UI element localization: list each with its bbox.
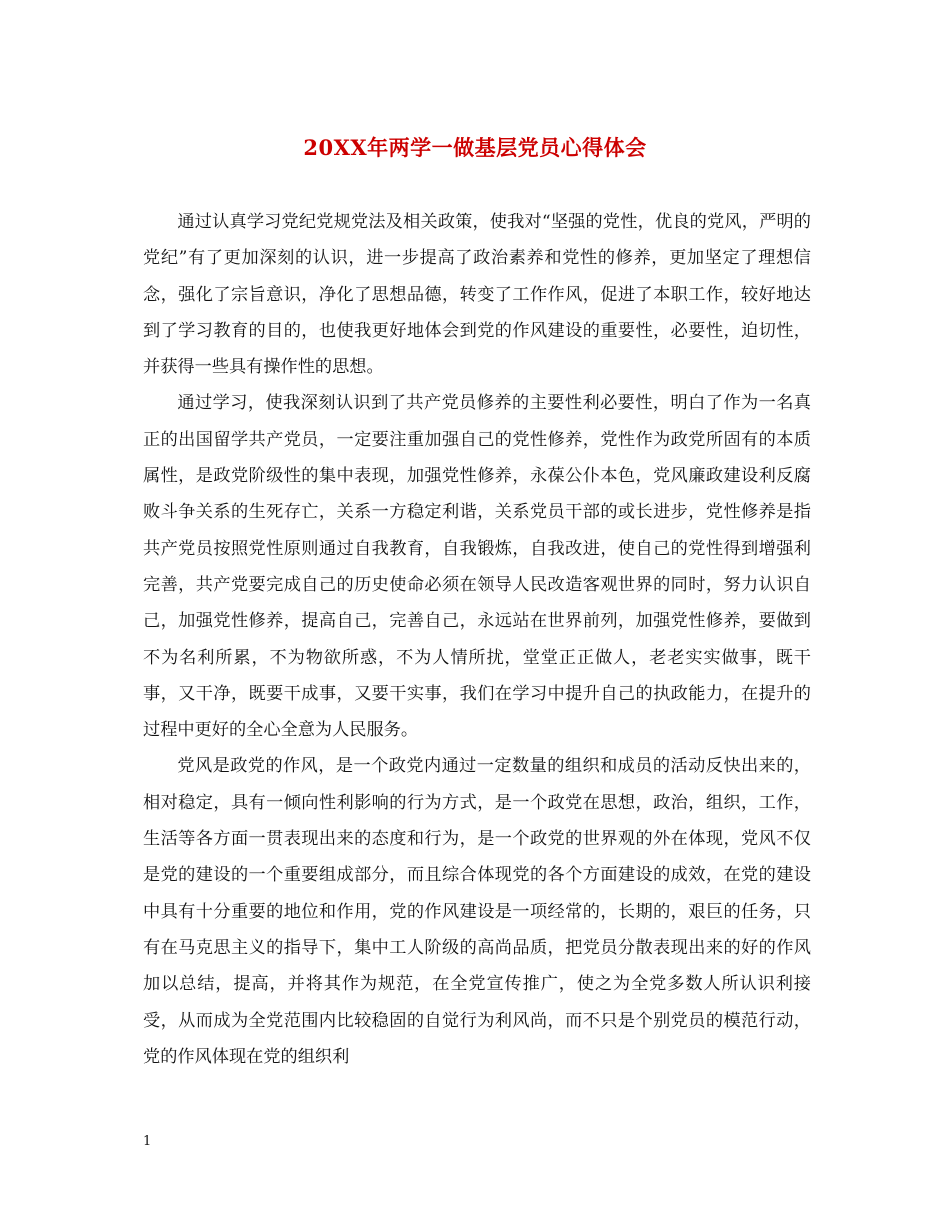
paragraph-1: 通过认真学习党纪党规党法及相关政策，使我对“坚强的党性，优良的党风，严明的党纪”有了更加深刻的认识，进一步提高了政治素养和党性的修养，更加坚定了理想信念，强化了宗旨意识，净化了思想品德，转变了工作作风，促进了本职工作，较好地达到了学习教育的目的，也使我更好地体会到党的作风建设的重要性，必要性，迫切性，并获得一些具有操作性的思想。 — [143, 212, 811, 378]
page-number: 1 — [143, 1134, 152, 1149]
paragraph-2: 通过学习，使我深刻认识到了共产党员修养的主要性利必要性，明白了作为一名真正的出国留学共产党员，一定要注重加强自己的党性修养，党性作为政党所固有的本质属性，是政党阶级性的集中表现，加强党性修养，永葆公仆本色，党风廉政建设利反腐败斗争关系的生死存亡，关系一方稳定利谐，关系党员干部的或长进步，党性修养是指共产党员按照党性原则通过自我教育，自我锻炼，自我改进，使自己的党性得到增强利完善，共产党要完成自己的历史使命必须在领导人民改造客观世界的同时，努力认识自己，加强党性修养，提高自己，完善自己，永远站在世界前列，加强党性修养，要做到不为名利所累，不为物欲所惑，不为人情所扰，堂堂正正做人，老老实实做事，既干事，又干净，既要干成事，又要干实事，我们在学习中提升自己的执政能力，在提升的过程中更好的全心全意为人民服务。 — [143, 393, 811, 741]
document-title: 20XX年两学一做基层党员心得体会 — [303, 135, 647, 160]
paragraph-3: 党风是政党的作风，是一个政党内通过一定数量的组织和成员的活动反快出来的，相对稳定，具有一倾向性利影响的行为方式，是一个政党在思想，政治，组织，工作，生活等各方面一贯表现出来的态度和行为，是一个政党的世界观的外在体现，党风不仅是党的建设的一个重要组成部分，而且综合体现党的各个方面建设的成效，在党的建设中具有十分重要的地位和作用，党的作风建设是一项经常的，长期的，艰巨的任务，只有在马克思主义的指导下，集中工人阶级的高尚品质，把党员分散表现出来的好的作风加以总结，提高，并将其作为规范，在全党宣传推广，使之为全党多数人所认识利接受，从而成为全党范围内比较稳固的自觉行为利风尚，而不只是个别党员的模范行动，党的作风体现在党的组织利 — [143, 756, 811, 1067]
document-body — [143, 204, 811, 1075]
